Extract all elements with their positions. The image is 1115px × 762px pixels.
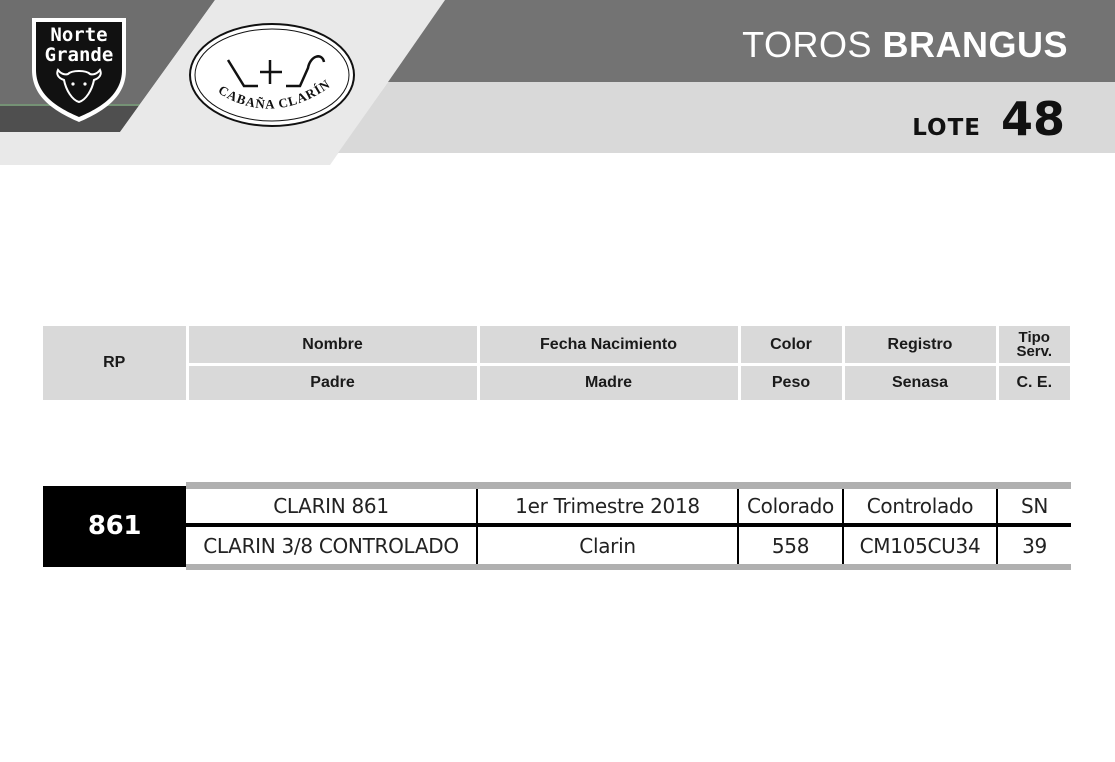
record-color: Colorado: [738, 486, 843, 526]
header-tipo-line2: Serv.: [1016, 342, 1053, 360]
header-tipo-line1: Tipo: [1018, 328, 1050, 346]
page-header: [0, 0, 1115, 170]
header-registro: Registro: [843, 325, 997, 365]
header-ce: C. E.: [997, 365, 1070, 402]
header-color: Color: [739, 325, 843, 365]
lot-number: 48: [1000, 92, 1065, 146]
title-light: TOROS: [742, 24, 872, 65]
column-header-table: [43, 323, 1070, 403]
lot-label: [912, 92, 1065, 146]
header-padre: Padre: [187, 365, 478, 402]
cabana-clarin-logo: [188, 22, 356, 128]
logo-text-line2: Grande: [44, 44, 114, 66]
header-rp: RP: [43, 325, 187, 402]
page-title: [742, 24, 1068, 66]
record-tipo-serv: SN: [997, 486, 1071, 526]
title-bold: BRANGUS: [882, 24, 1068, 65]
header-peso: Peso: [739, 365, 843, 402]
header-senasa: Senasa: [843, 365, 997, 402]
header-fecha-nacimiento: Fecha Nacimiento: [478, 325, 739, 365]
record-ce: 39: [997, 525, 1071, 567]
table-row: [43, 486, 1071, 526]
header-tipo-serv: [997, 325, 1070, 365]
record-fecha-nacimiento: 1er Trimestre 2018: [477, 486, 738, 526]
logo-brand-text: CABAÑA CLARÍN: [215, 76, 334, 112]
table-row: [43, 525, 1071, 567]
record-madre: Clarin: [477, 525, 738, 567]
header-madre: Madre: [478, 365, 739, 402]
record-registro: Controlado: [843, 486, 997, 526]
record-rp: 861: [43, 486, 186, 568]
lot-record-table: [43, 482, 1071, 570]
logo-text-line1: Norte: [50, 24, 108, 46]
brand-mark-icon: [188, 22, 356, 128]
header-nombre: Nombre: [187, 325, 478, 365]
record-peso: 558: [738, 525, 843, 567]
record-senasa: CM105CU34: [843, 525, 997, 567]
norte-grande-logo: [28, 12, 130, 124]
lot-word: lote: [912, 104, 981, 143]
record-padre: CLARIN 3/8 CONTROLADO: [186, 525, 477, 567]
record-nombre: CLARIN 861: [186, 486, 477, 526]
